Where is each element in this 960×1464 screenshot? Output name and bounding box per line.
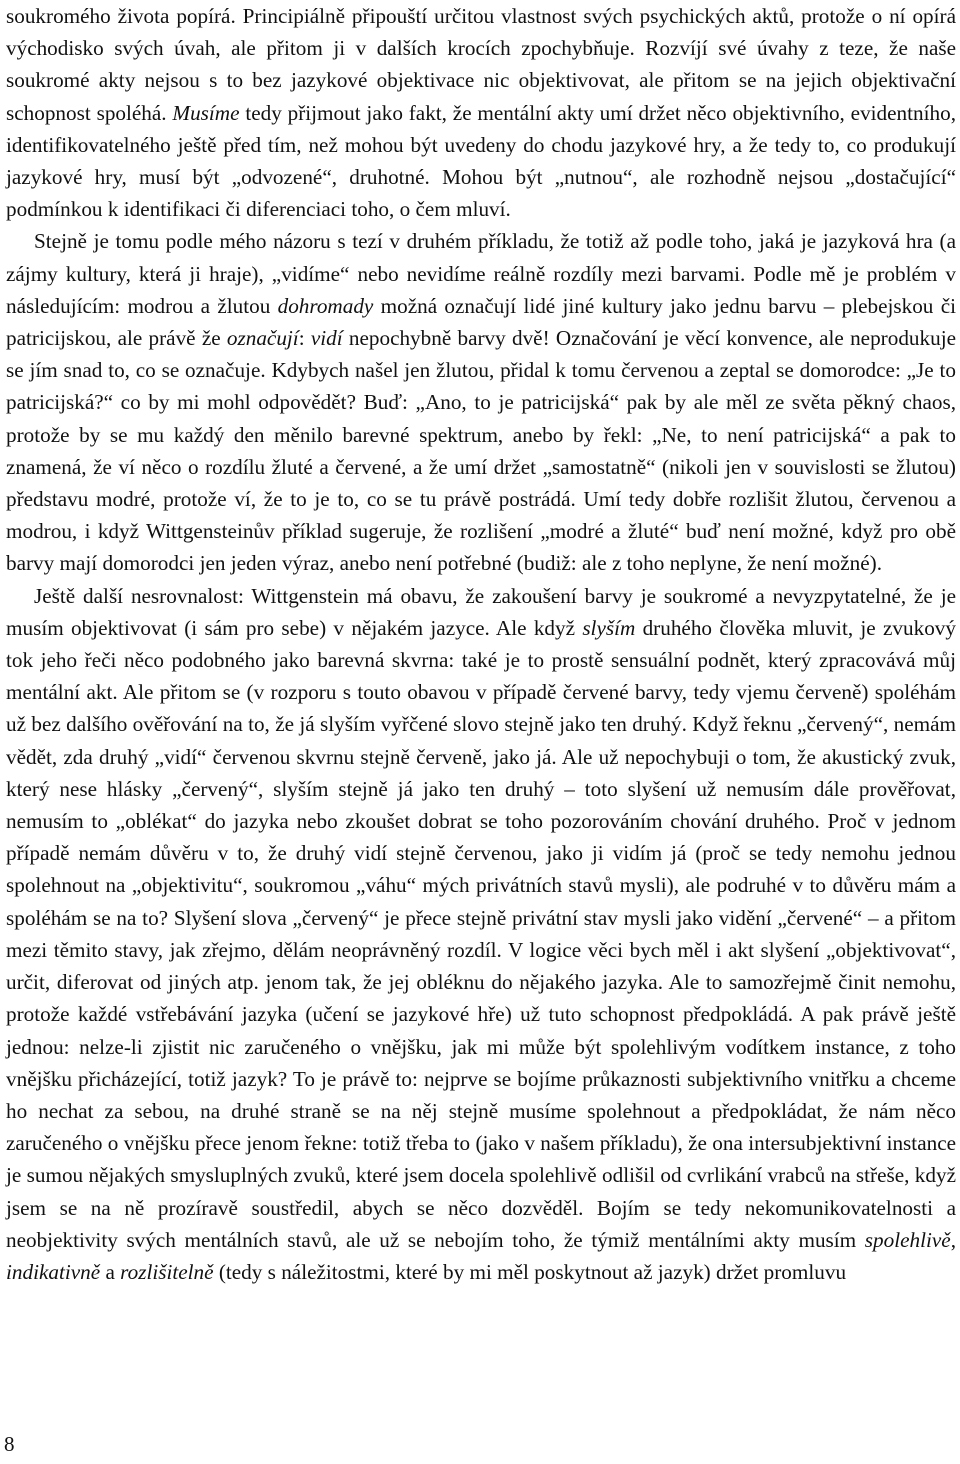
emphasized-text: rozlišitelně (120, 1259, 214, 1284)
text-run: (tedy s náležitostmi, které by mi měl poskytnout až jazyk) držet promluvu (213, 1259, 847, 1284)
emphasized-text: indikativně (6, 1259, 101, 1284)
text-run: druhého člověka mluvit, je zvukový tok jeho řeči něco podobného jako barevná skvrna: také je to prostě sensuální podnět, který zpracovává můj mentální akt. Ale přitom se (v rozporu s touto obavou v případě červené barvy, tedy vjemu červeně) spoléhám už bez dalšího ověřování na to, že já slyším vyřčené slovo stejně jako ten druhý. Když řeknu „červený“, nemám vědět, zda druhý „vidí“ červenou skvrnu stejně červeně, jako já. Ale už nepochybuji o tom, že akustický zvuk, který nese hlásky „červený“, slyším stejně já jako ten druhý – toto slyšení už nemusím dále prověřovat, nemusím to „oblékat“ do jazyka nebo zkoušet dobrat se toho pozorováním chování druhého. Proč v jednom případě nemám důvěru v to, že druhý vidí stejně červenou, jako ji vidím já (proč se tedy nemohu jednou spolehnout na „objektivitu“, soukromou „váhu“ mých privátních stavů mysli), ale podruhé v to důvěru mám a spoléhám se na to? Slyšení slova „červený“ je přece stejně privátní stav mysli jako vidění „červené“ – a přitom mezi těmito stavy, jak zřejmo, dělám neoprávněný rozdíl. V logice věci bych měl i akt slyšení „objektivovat“, určit, diferovat od jiných atp. jenom tak, že jej obléknu do nějakého jazyka. Ale to samozřejmě činit nemohu, protože každé vstřebávání jazyka (učení se jazykové hře) už tuto schopnost předpokládá. A pak právě ještě jednou: nelze-li zjistit nic zaručeného o vnějšku, jak mi může být spolehlivým vodítkem instance, z toho vnějšku přicházející, totiž jazyk? To je právě to: nejprve se bojíme průkaznosti subjektivního vnitřku a chceme ho nechat za sebou, na druhé straně se na něj stejně musíme spolehnout a předpokládat, že nám něco zaručeného o vnějšku přece jenom řekne: totiž třeba to (jako v našem příkladu), že ona intersubjektivní instance je sumou nějakých smysluplných zvuků, které jsem docela spolehlivě odlišil od cvrlikání vrabců na střeše, když jsem se na ně prozíravě soustředil, abych se něco dozvěděl. Bojím se tedy nekomunikovatelnosti a neobjektivity svých mentálních stavů, ale už se nebojím toho, že týmiž mentálními akty musím (6, 615, 956, 1252)
paragraph-3 (6, 580, 956, 1288)
text-run: možná označují lidé jiné kultury jako jednu barvu – plebejskou či patricijskou, ale právě že (6, 293, 956, 351)
emphasized-text: spolehlivě (864, 1227, 951, 1252)
text-run: tedy přijmout jako fakt, že mentální akty umí držet něco objektivního, evidentního, identifikovatelného ještě před tím, než mohou být uvedeny do chodu jazykové hry, a že tedy to, co produkují jazykové hry, musí být „odvozené“, druhotné. Mohou být „nutnou“, ale rozhodně nejsou „dostačující“ podmínkou k identifikaci či diferenciaci toho, o čem mluví. (6, 100, 956, 222)
emphasized-text: vidí (310, 326, 343, 351)
paragraph-1 (6, 0, 956, 225)
text-run: Ještě další nesrovnalost: Wittgenstein má obavu, že zakoušení barvy je soukromé a nevyzpytatelné, že je musím objektivovat (i sám pro sebe) v nějakém jazyce. Ale když (6, 583, 956, 640)
emphasized-text: označují (226, 326, 299, 351)
text-run: , (950, 1227, 956, 1252)
text-run: : (298, 326, 311, 351)
emphasized-text: slyším (582, 615, 636, 640)
text-run: a (100, 1259, 121, 1284)
emphasized-text: Musíme (172, 100, 240, 125)
paragraph-2 (6, 225, 956, 579)
page-number: 8 (4, 1432, 15, 1456)
emphasized-text: dohromady (277, 293, 374, 318)
text-run: soukromého života popírá. Principiálně připouští určitou vlastnost svých psychických aktů, protože o ní opírá východisko svých úvah, ale přitom ji v dalších krocích zpochybňuje. Rozvíjí své úvahy z teze, že naše soukromé akty nejsou s to bez jazykové objektivace nic objektivovat, ale přitom se na jejich objektivační schopnost spoléhá. (6, 4, 956, 125)
document-page (6, 0, 956, 1288)
text-run: nepochybně barvy dvě! Označování je věcí konvence, ale neprodukuje se jím snad to, co se označuje. Kdybych našel jen žlutou, přidal k tomu červenou a zeptal se domorodce: „Je to patricijská?“ co by mi mohl odpovědět? Buď: „Ano, to je patricijská“ pak by ale měl ze světa pěkný chaos, protože by se mu každý den měnilo barevné spektrum, anebo by řekl: „Ne, to není patricijská“ a pak to znamená, že ví něco o rozdílu žluté a červené, a že umí držet „samostatně“ (nikoli jen v souvislosti se žlutou) představu modré, protože ví, že to je to, co se tu právě postrádá. Umí tedy dobře rozlišit žlutou, červenou a modrou, i když Wittgensteinův příklad sugeruje, že rozlišení „modré a žluté“ buď není možné, když pro obě barvy mají domorodci jen jeden výraz, anebo není potřebné (budiž: ale z toho neplyne, že není možné). (6, 326, 956, 576)
text-run: Stejně je tomu podle mého názoru s tezí v druhém příkladu, že totiž až podle toho, jaká je jazyková hra (a zájmy kultury, která ji hraje), „vidíme“ nebo nevidíme reálně rozdíly mezi barvami. Podle mě je problém v následujícím: modrou a žlutou (6, 229, 956, 318)
